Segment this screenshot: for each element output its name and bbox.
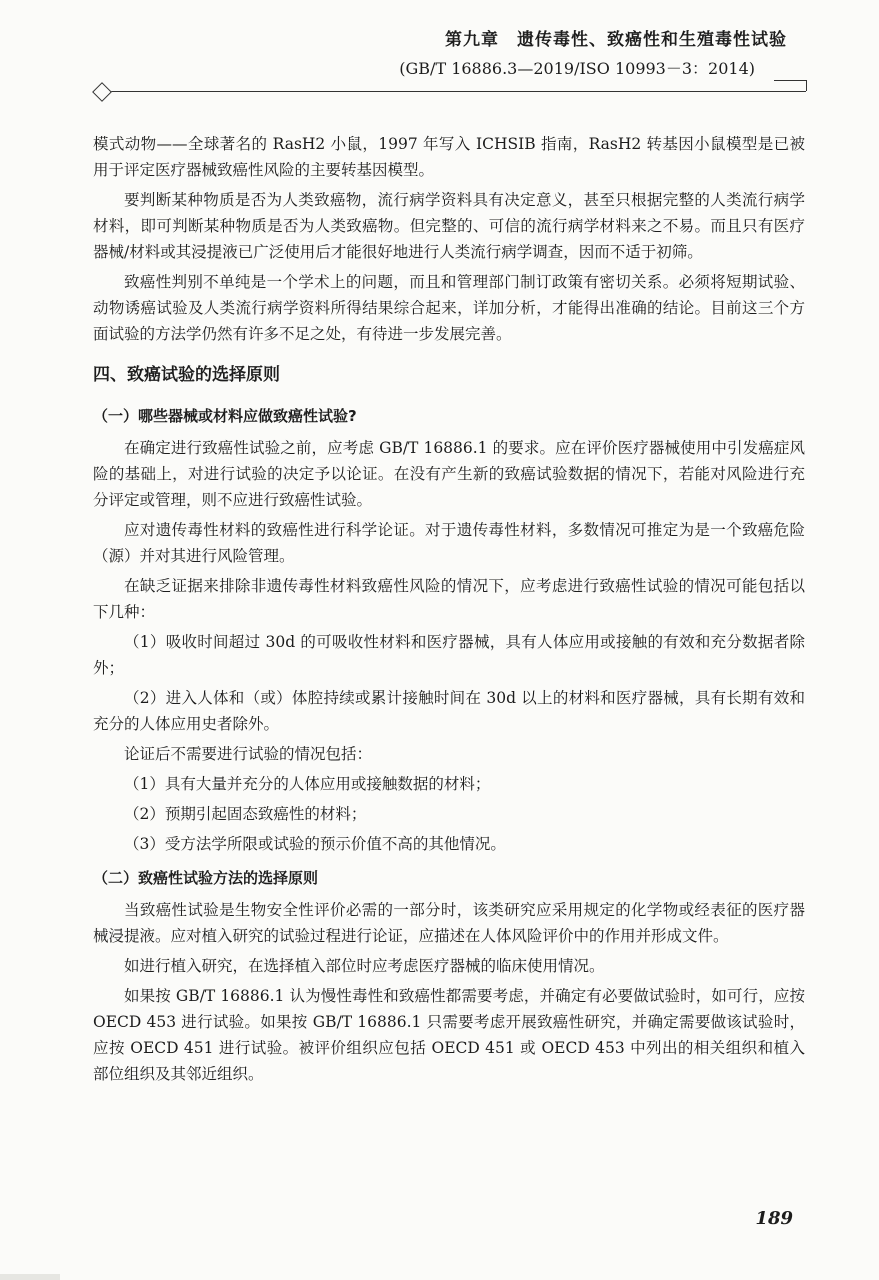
paragraph: 在确定进行致癌性试验之前，应考虑 GB/T 16886.1 的要求。应在评价医疗器械使用中引发癌症风险的基础上，对进行试验的决定予以论证。在没有产生新的致癌试验数据的情况下，若能对风险进行充分评定或管理，则不应进行致癌性试验。 xyxy=(93,439,805,509)
paragraph: 致癌性判别不单纯是一个学术上的问题，而且和管理部门制订政策有密切关系。必须将短期试验、动物诱癌试验及人类流行病学资料所得结果综合起来，详加分析，才能得出准确的结论。目前这三个方面试验的方法学仍然有许多不足之处，有待进一步发展完善。 xyxy=(93,273,805,343)
diamond-ornament-icon xyxy=(92,82,112,102)
paragraph: 应对遗传毒性材料的致癌性进行科学论证。对于遗传毒性材料，多数情况可推定为是一个致癌危险（源）并对其进行风险管理。 xyxy=(93,521,805,565)
list-item: （2）预期引起固态致癌性的材料； xyxy=(124,805,367,823)
chapter-title: 第九章 遗传毒性、致癌性和生殖毒性试验 xyxy=(445,30,787,50)
page-body xyxy=(93,131,805,1091)
subsection-heading: （二）致癌性试验方法的选择原则 xyxy=(93,869,319,887)
list-item: （2）进入人体和（或）体腔持续或累计接触时间在 30d 以上的材料和医疗器械，具有长期有效和充分的人体应用史者除外。 xyxy=(93,689,805,733)
paragraph: 如进行植入研究，在选择植入部位时应考虑医疗器械的临床使用情况。 xyxy=(124,957,605,975)
paragraph: 当致癌性试验是生物安全性评价必需的一部分时，该类研究应采用规定的化学物或经表征的医疗器械浸提液。应对植入研究的试验过程进行论证，应描述在人体风险评价中的作用并形成文件。 xyxy=(93,901,805,945)
standard-reference: (GB/T 16886.3—2019/ISO 10993－3：2014) xyxy=(399,59,755,78)
paragraph: 如果按 GB/T 16886.1 认为慢性毒性和致癌性都需要考虑，并确定有必要做试验时，如可行，应按 OECD 453 进行试验。如果按 GB/T 16886.1 只需要考虑开展致癌性研究，并确定需要做该试验时，应按 OECD 451 进行试验。被评价组织应包括 OECD 451 或 OECD 453 中列出的相关组织和植入部位组织及其邻近组织。 xyxy=(93,987,805,1083)
paragraph: 模式动物——全球著名的 RasH2 小鼠，1997 年写入 ICHSIB 指南，RasH2 转基因小鼠模型是已被用于评定医疗器械致癌性风险的主要转基因模型。 xyxy=(93,135,805,179)
list-item: （1）具有大量并充分的人体应用或接触数据的材料； xyxy=(124,775,491,793)
header-rule xyxy=(110,91,806,92)
paragraph: 要判断某种物质是否为人类致癌物，流行病学资料具有决定意义，甚至只根据完整的人类流行病学材料，即可判断某种物质是否为人类致癌物。但完整的、可信的流行病学材料来之不易。而且只有医疗器械/材料或其浸提液已广泛使用后才能很好地进行人类流行病学调查，因而不适于初筛。 xyxy=(93,191,805,261)
header-rule-corner xyxy=(774,80,807,91)
section-heading: 四、致癌试验的选择原则 xyxy=(93,365,280,385)
running-header xyxy=(87,28,787,80)
page-number: 189 xyxy=(755,1208,793,1229)
subsection-heading: （一）哪些器械或材料应做致癌性试验? xyxy=(93,407,357,425)
scan-edge xyxy=(0,1274,60,1280)
paragraph: 在缺乏证据来排除非遗传毒性材料致癌性风险的情况下，应考虑进行致癌性试验的情况可能包括以下几种： xyxy=(93,577,805,621)
paragraph: 论证后不需要进行试验的情况包括： xyxy=(124,745,373,763)
list-item: （3）受方法学所限或试验的预示价值不高的其他情况。 xyxy=(124,835,506,853)
list-item: （1）吸收时间超过 30d 的可吸收性材料和医疗器械，具有人体应用或接触的有效和充分数据者除外； xyxy=(93,633,805,677)
